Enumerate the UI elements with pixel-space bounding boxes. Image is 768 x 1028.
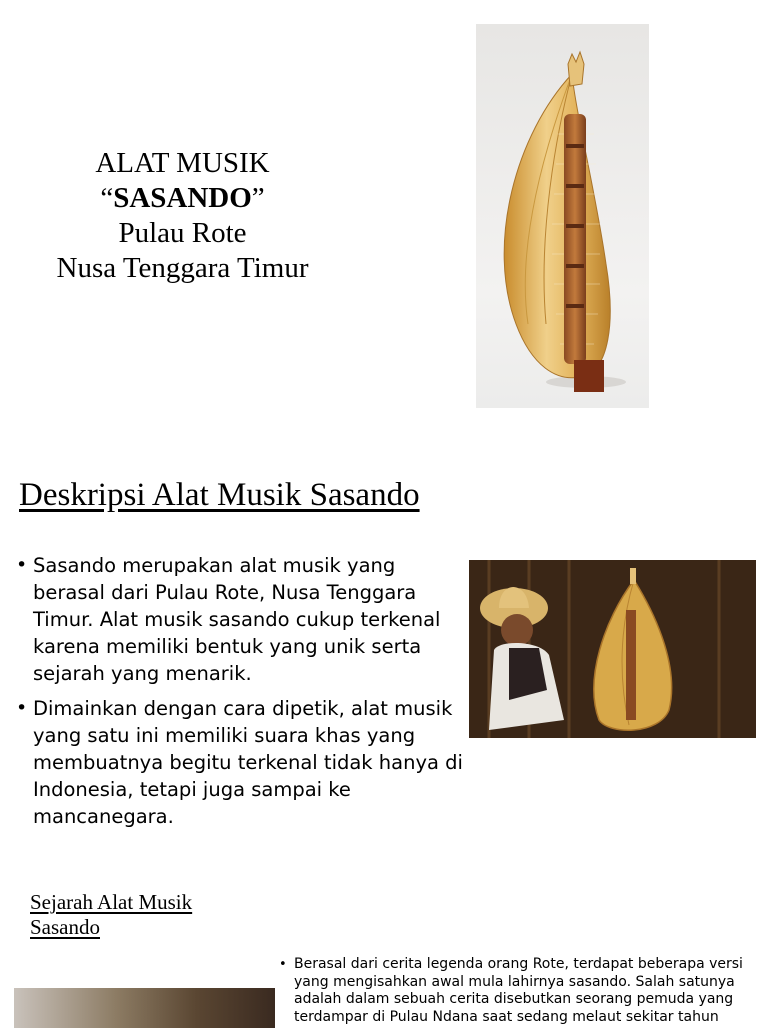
sasando-instrument-image: [476, 24, 649, 408]
bullet-text: Dimainkan dengan cara dipetik, alat musik yang satu ini memiliki suara khas yang membuatnya begitu terkenal tidak hanya di Indonesia, tetapi juga sampai ke mancanegara.: [33, 697, 463, 828]
bullet-icon: •: [279, 957, 287, 972]
list-item: [14, 552, 466, 687]
list-item: [14, 695, 466, 830]
sasando-illustration: [476, 24, 649, 408]
history-bullet: [279, 956, 754, 1026]
description-bullet-list: [14, 552, 466, 838]
title-slide: [0, 0, 768, 430]
bullet-icon: •: [16, 697, 28, 719]
close-quote: ”: [251, 182, 265, 214]
title-line-3: Pulau Rote: [118, 217, 247, 249]
title-line-2: [30, 181, 335, 216]
history-slide: [0, 878, 768, 1024]
title-line-1: ALAT MUSIK: [95, 147, 270, 179]
instrument-name: SASANDO: [113, 182, 252, 214]
description-slide: [0, 455, 768, 860]
history-heading: Sejarah Alat Musik Sasando: [30, 890, 193, 939]
description-heading: Deskripsi Alat Musik Sasando: [19, 477, 420, 513]
player-illustration: [469, 560, 756, 738]
history-bullet-text: Berasal dari cerita legenda orang Rote, terdapat beberapa versi yang mengisahkan awal mula lahirnya sasando. Salah satunya adalah dalam sebuah cerita disebutkan seorang pemuda yang terdampar di Pulau Ndana saat sedang melaut sekitar tahun: [294, 956, 743, 1025]
bullet-text: Sasando merupakan alat musik yang berasal dari Pulau Rote, Nusa Tenggara Timur. Alat musik sasando cukup terkenal karena memiliki bentuk yang unik serta sejarah yang menarik.: [33, 554, 441, 685]
open-quote: “: [100, 182, 114, 214]
sasando-player-image: [469, 560, 756, 738]
slide-title: [30, 146, 335, 286]
sasando-history-image: [14, 988, 275, 1028]
title-line-4: Nusa Tenggara Timur: [56, 252, 309, 284]
bullet-icon: •: [16, 554, 28, 576]
